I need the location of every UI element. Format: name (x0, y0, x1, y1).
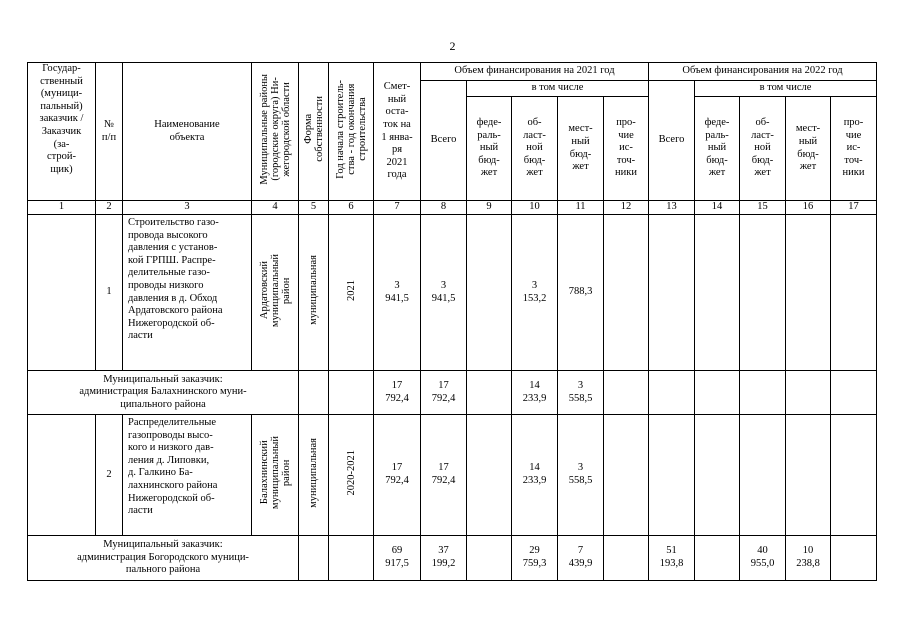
other-2022 (831, 415, 877, 536)
col-number: 7 (374, 201, 421, 215)
other-2021 (604, 536, 649, 581)
other-2021 (604, 371, 649, 415)
regional-2021: 3 153,2 (512, 215, 558, 371)
header-other-2022: про- чие ис- точ- ники (831, 97, 877, 201)
col-number: 15 (740, 201, 786, 215)
regional-2022 (740, 415, 786, 536)
header-object-name: Наименование объекта (123, 63, 252, 201)
federal-2022 (695, 215, 740, 371)
other-2022 (831, 371, 877, 415)
column-numbers-row (28, 201, 877, 215)
header-federal-2021: феде- раль- ный бюд- жет (467, 97, 512, 201)
subtotal-row (28, 371, 877, 415)
regional-2021: 14 233,9 (512, 371, 558, 415)
header-total-2021: Всего (421, 81, 467, 201)
federal-2021 (467, 215, 512, 371)
total-2022 (649, 215, 695, 371)
federal-2022 (695, 536, 740, 581)
empty-cell (329, 371, 374, 415)
table-row (28, 215, 877, 371)
estimate: 17 792,4 (374, 415, 421, 536)
page-number: 2 (449, 39, 456, 53)
col-number: 9 (467, 201, 512, 215)
col-number: 8 (421, 201, 467, 215)
col-number: 3 (123, 201, 252, 215)
regional-2021: 14 233,9 (512, 415, 558, 536)
subtotal-row (28, 536, 877, 581)
empty-cell (299, 371, 329, 415)
federal-2021 (467, 536, 512, 581)
header-regional-2022: об- ласт- ной бюд- жет (740, 97, 786, 201)
header-ownership: Форма собственности (299, 63, 329, 201)
other-2022 (831, 215, 877, 371)
header-years: Год начала строитель- ства - год окончания строительства (329, 63, 374, 201)
subtotal-label: Муниципальный заказчик: администрация Балахнинского муни- ципального района (28, 371, 299, 415)
local-2022 (786, 215, 831, 371)
total-2022: 51 193,8 (649, 536, 695, 581)
header-incl-2022: в том числе (695, 81, 877, 97)
federal-2021 (467, 415, 512, 536)
total-2021: 3 941,5 (421, 215, 467, 371)
local-2021: 7 439,9 (558, 536, 604, 581)
total-2022 (649, 415, 695, 536)
header-local-2022: мест- ный бюд- жет (786, 97, 831, 201)
col-number: 10 (512, 201, 558, 215)
col-number: 11 (558, 201, 604, 215)
regional-2022 (740, 215, 786, 371)
estimate: 3 941,5 (374, 215, 421, 371)
total-2021: 37 199,2 (421, 536, 467, 581)
other-2022 (831, 536, 877, 581)
object-name: Строительство газо- провода высокого давления с установ- кой ГРПШ. Распре- делительные газо- проводы низкого давления в д. Обход Ардатовского района Нижегородской об- ласти (123, 215, 252, 371)
row-num: 1 (96, 215, 123, 371)
district: Ардатовский муниципальный район (252, 215, 299, 371)
customer-cell (28, 415, 96, 536)
row-num: 2 (96, 415, 123, 536)
header-fin-2022: Объем финансирования на 2022 год (649, 63, 877, 81)
col-number: 4 (252, 201, 299, 215)
estimate: 17 792,4 (374, 371, 421, 415)
subtotal-label: Муниципальный заказчик: администрация Богородского муници- пального района (28, 536, 299, 581)
header-regional-2021: об- ласт- ной бюд- жет (512, 97, 558, 201)
other-2021 (604, 215, 649, 371)
col-number: 12 (604, 201, 649, 215)
regional-2021: 29 759,3 (512, 536, 558, 581)
object-name: Распределительные газопроводы высо- кого и низкого дав- ления д. Липовки, д. Галкино Ба- лахнинского района Нижегородской об- ласти (123, 415, 252, 536)
col-number: 13 (649, 201, 695, 215)
header-num: № п/п (96, 63, 123, 201)
header-customer: Государ- ственный (муници- пальный) заказчик / Заказчик (за- строй- щик) (28, 63, 96, 201)
local-2021: 3 558,5 (558, 415, 604, 536)
header-row-1 (28, 63, 877, 81)
col-number: 16 (786, 201, 831, 215)
header-estimate: Смет- ный оста- ток на 1 янва- ря 2021 года (374, 63, 421, 201)
empty-cell (329, 536, 374, 581)
ownership: муниципальная (299, 215, 329, 371)
financing-table (27, 62, 877, 581)
other-2021 (604, 415, 649, 536)
estimate: 69 917,5 (374, 536, 421, 581)
total-2022 (649, 371, 695, 415)
col-number: 14 (695, 201, 740, 215)
total-2021: 17 792,4 (421, 415, 467, 536)
customer-cell (28, 215, 96, 371)
local-2022: 10 238,8 (786, 536, 831, 581)
local-2022 (786, 415, 831, 536)
total-2021: 17 792,4 (421, 371, 467, 415)
header-other-2021: про- чие ис- точ- ники (604, 97, 649, 201)
header-total-2022: Всего (649, 81, 695, 201)
header-incl-2021: в том числе (467, 81, 649, 97)
local-2021: 788,3 (558, 215, 604, 371)
regional-2022: 40 955,0 (740, 536, 786, 581)
ownership: муниципальная (299, 415, 329, 536)
empty-cell (299, 536, 329, 581)
col-number: 1 (28, 201, 96, 215)
table-row (28, 415, 877, 536)
years: 2020-2021 (329, 415, 374, 536)
regional-2022 (740, 371, 786, 415)
col-number: 5 (299, 201, 329, 215)
col-number: 2 (96, 201, 123, 215)
header-local-2021: мест- ный бюд- жет (558, 97, 604, 201)
header-federal-2022: феде- раль- ный бюд- жет (695, 97, 740, 201)
header-fin-2021: Объем финансирования на 2021 год (421, 63, 649, 81)
col-number: 17 (831, 201, 877, 215)
col-number: 6 (329, 201, 374, 215)
district: Балахнинский муниципальный район (252, 415, 299, 536)
local-2022 (786, 371, 831, 415)
federal-2022 (695, 371, 740, 415)
local-2021: 3 558,5 (558, 371, 604, 415)
federal-2021 (467, 371, 512, 415)
federal-2022 (695, 415, 740, 536)
header-districts: Муниципальные районы (городские округа) Ни- жегородской области (252, 63, 299, 201)
years: 2021 (329, 215, 374, 371)
